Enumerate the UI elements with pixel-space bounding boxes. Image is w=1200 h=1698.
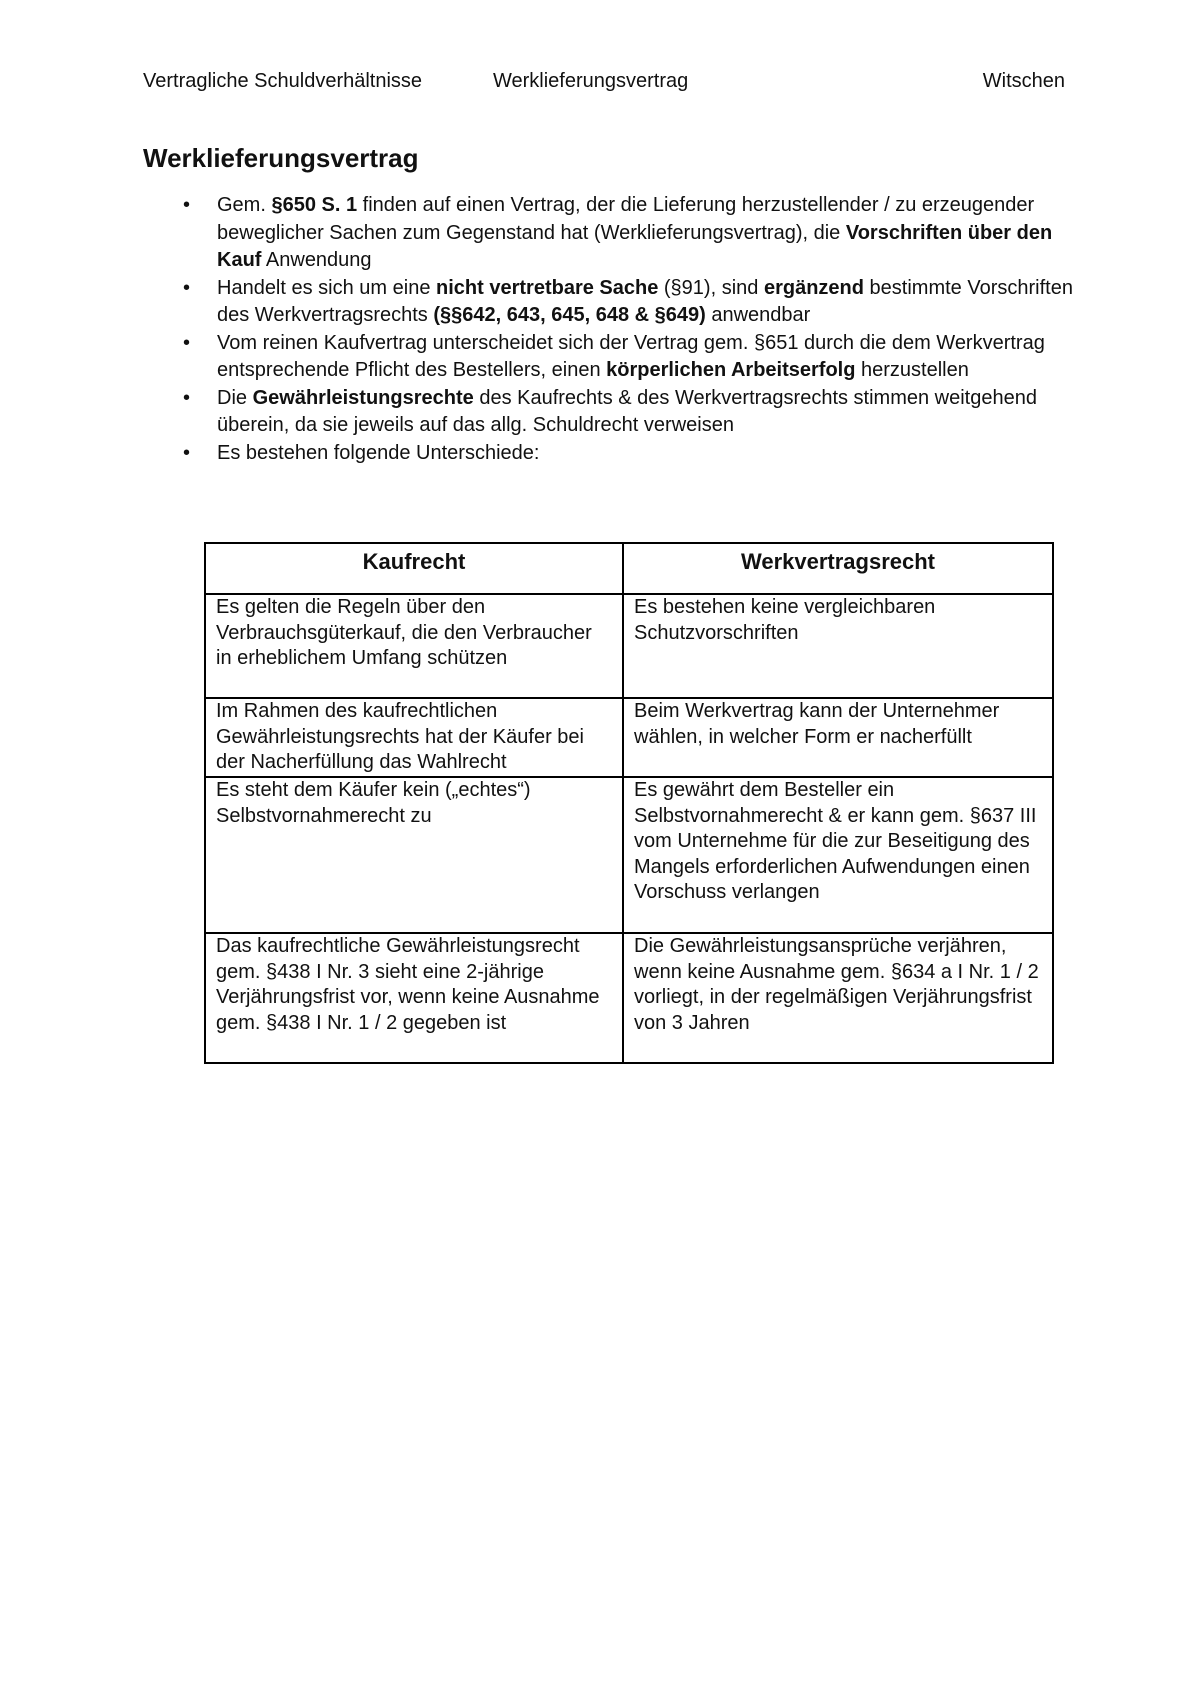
bullet-icon: • bbox=[183, 441, 191, 464]
bullet-bold-text: Vorschriften über den Kauf bbox=[217, 221, 1053, 271]
bullet-bold-text: nicht vertretbare Sache bbox=[436, 276, 659, 299]
bullet-item bbox=[143, 330, 1073, 385]
comparison-table bbox=[204, 542, 1054, 1064]
bullet-text: Gem. bbox=[217, 194, 272, 216]
bullet-bold-text: ergänzend bbox=[763, 276, 864, 299]
table-cell: Das kaufrechtliche Gewährleistungsrecht gem. §438 I Nr. 3 sieht eine 2-jährige Verjährungsfrist vor, wenn keine Ausnahme gem. §438 I Nr. 1 / 2 gegeben ist bbox=[205, 933, 623, 1063]
bullet-list bbox=[143, 192, 1073, 467]
bullet-item bbox=[143, 192, 1073, 275]
header-topic: Werklieferungsvertrag bbox=[493, 70, 689, 92]
bullet-bold-text: §650 S. 1 bbox=[271, 194, 358, 216]
bullet-text: Anwendung bbox=[261, 249, 372, 271]
table-cell: Es gelten die Regeln über den Verbrauchsgüterkauf, die den Verbraucher in erheblichem Umfang schützen bbox=[205, 594, 623, 698]
table-cell: Beim Werkvertrag kann der Unternehmer wählen, in welcher Form er nacherfüllt bbox=[623, 698, 1053, 777]
table-row bbox=[205, 594, 1053, 698]
bullet-text: (§91), sind bbox=[658, 276, 764, 299]
table-header-row bbox=[205, 543, 1053, 594]
table-row bbox=[205, 777, 1053, 933]
bullet-text: anwendbar bbox=[705, 304, 811, 326]
bullet-icon: • bbox=[183, 331, 191, 354]
bullet-text: Vom reinen Kaufvertrag unterscheidet sich der Vertrag gem. §651 durch die dem Werkvertrag entsprechende Pflicht des Bestellers, einen bbox=[217, 331, 1045, 381]
bullet-text: herzustellen bbox=[855, 359, 969, 381]
table-cell: Im Rahmen des kaufrechtlichen Gewährleistungsrechts hat der Käufer bei der Nacherfüllung das Wahlrecht bbox=[205, 698, 623, 777]
bullet-bold-text: körperlichen Arbeitserfolg bbox=[606, 359, 856, 381]
column-header-werkvertragsrecht: Werkvertragsrecht bbox=[623, 543, 1053, 594]
bullet-text: Es bestehen folgende Unterschiede: bbox=[217, 441, 540, 464]
bullet-item bbox=[143, 440, 1073, 468]
table-cell: Es bestehen keine vergleichbaren Schutzvorschriften bbox=[623, 594, 1053, 698]
bullet-icon: • bbox=[183, 194, 191, 216]
bullet-item bbox=[143, 275, 1073, 330]
table-cell: Es gewährt dem Besteller ein Selbstvornahmerecht & er kann gem. §637 III vom Unternehme für die zur Beseitigung des Mangels erforderlichen Aufwendungen einen Vorschuss verlangen bbox=[623, 777, 1053, 933]
page-header bbox=[143, 70, 1065, 100]
table-cell: Es steht dem Käufer kein („echtes“) Selbstvornahmerecht zu bbox=[205, 777, 623, 933]
bullet-text: bestimmte Vorschriften des Werkvertragsrechts bbox=[217, 276, 1073, 326]
bullet-bold-text: (§§642, 643, 645, 648 & §649) bbox=[433, 304, 706, 326]
bullet-icon: • bbox=[183, 386, 191, 409]
header-author: Witschen bbox=[982, 70, 1065, 92]
header-course-title: Vertragliche Schuldverhältnisse bbox=[143, 70, 423, 92]
bullet-item bbox=[143, 385, 1073, 440]
table-row bbox=[205, 698, 1053, 777]
bullet-bold-text: Gewährleistungsrechte bbox=[252, 386, 474, 409]
bullet-text: des Kaufrechts & des Werkvertragsrechts stimmen weitgehend überein, da sie jeweils auf das allg. Schuldrecht verweisen bbox=[217, 386, 1037, 436]
column-header-kaufrecht: Kaufrecht bbox=[205, 543, 623, 594]
page-title: Werklieferungsvertrag bbox=[143, 143, 419, 173]
bullet-text: finden auf einen Vertrag, der die Lieferung herzustellender / zu erzeugender beweglicher Sachen zum Gegenstand hat (Werklieferungsvertrag), die bbox=[217, 194, 1035, 244]
bullet-icon: • bbox=[183, 276, 191, 299]
bullet-text: Die bbox=[217, 386, 253, 409]
table-cell: Die Gewährleistungsansprüche verjähren, wenn keine Ausnahme gem. §634 a I Nr. 1 / 2 vorliegt, in der regelmäßigen Verjährungsfrist von 3 Jahren bbox=[623, 933, 1053, 1063]
table-row bbox=[205, 933, 1053, 1063]
bullet-text: Handelt es sich um eine bbox=[217, 276, 437, 299]
